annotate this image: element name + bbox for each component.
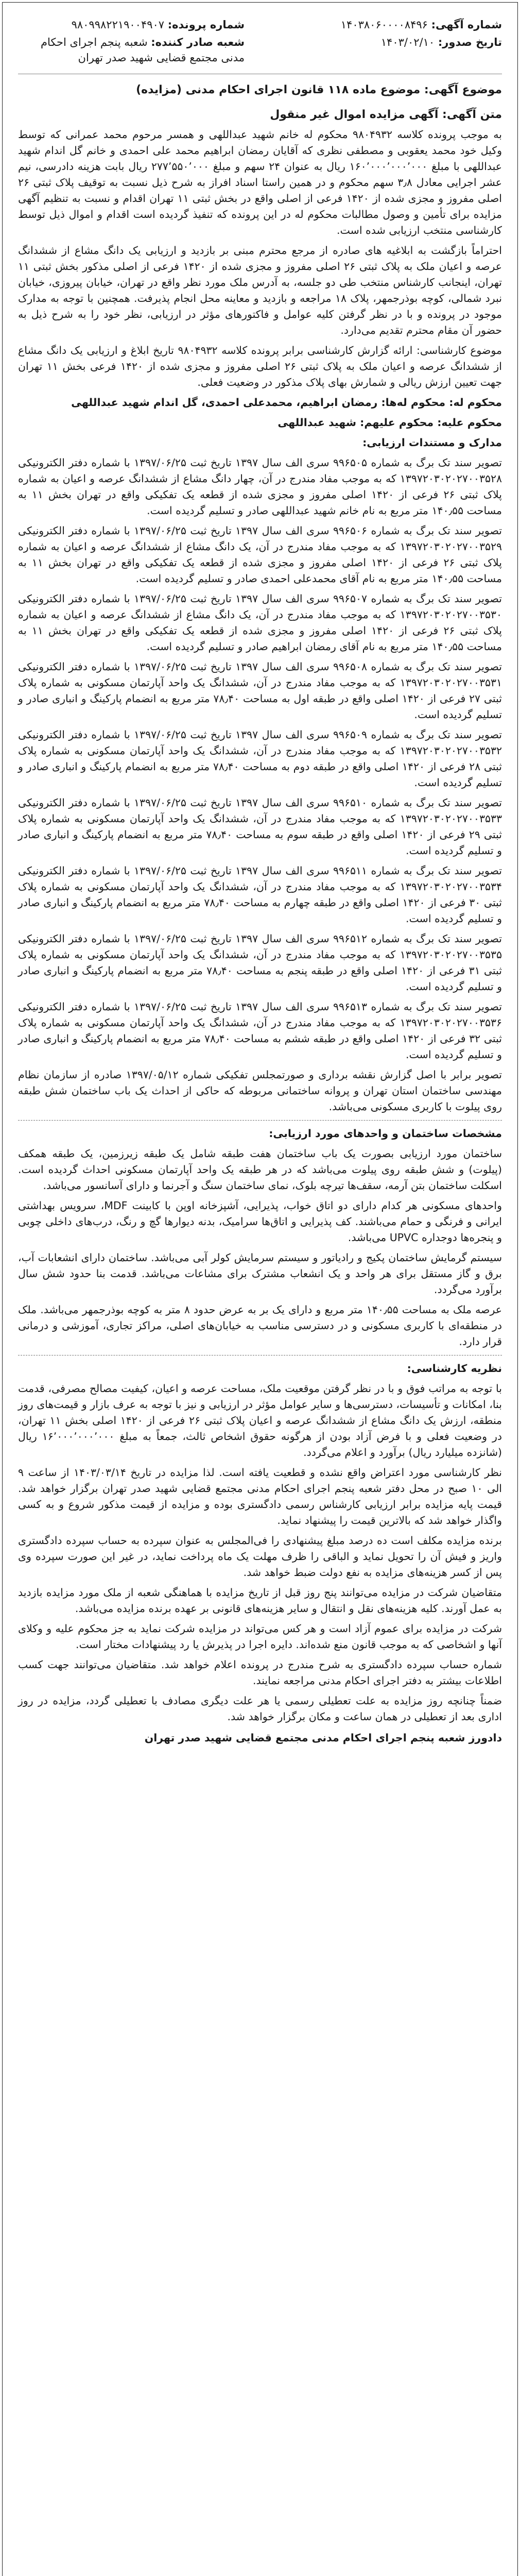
issue-date-label: تاریخ صدور: — [438, 36, 502, 48]
record-paragraph: تصویر سند تک برگ به شماره ۹۹۶۵۱۰ سری الف سال ۱۳۹۷ تاریخ ثبت ۱۳۹۷/۰۶/۲۵ با شماره دفتر الکترونیکی ۱۳۹۷۲۰۳۰۲۰۲۷۰۰۳۵۳۳ که به موجب مفاد مندرج در آن، ششدانگ یک واحد آپارتمان مسکونی به شماره پلاک ثبتی ۲۹ فرعی از ۱۴۲۰ اصلی واقع در طبقه سوم به مساحت ۷۸٫۴۰ متر مربع به انضمام پارکینگ و انباری صادر و تسلیم گردیده است. — [18, 796, 502, 857]
divider — [18, 1120, 502, 1121]
description-paragraph: سیستم گرمایش ساختمان پکیج و رادیاتور و سیستم سرمایش کولر آبی می‌باشد. ساختمان دارای انشعابات آب، برق و گاز مستقل برای هر واحد و یک انشعاب مشترک برای مشاعات می‌باشد. قدمت بنا حدود شش سال برآورد می‌گردد. — [18, 1251, 502, 1296]
description-paragraph: عرصه ملک به مساحت ۱۴۰٫۵۵ متر مربع و دارای یک بر به عرض حدود ۸ متر به کوچه بوذرجمهر می‌باشد. ملک در منطقه‌ای با کاربری مسکونی و در دسترسی مناسب به خیابان‌های اصلی، مراکز تجاری، آموزشی و درمانی قرار دارد. — [18, 1303, 502, 1348]
subject-line: موضوع آگهی: موضوع ماده ۱۱۸ قانون اجرای احکام مدنی (مزایده) — [136, 83, 502, 96]
record-paragraph: تصویر سند تک برگ به شماره ۹۹۶۵۰۵ سری الف سال ۱۳۹۷ تاریخ ثبت ۱۳۹۷/۰۶/۲۵ با شماره دفتر الکترونیکی ۱۳۹۷۲۰۳۰۲۰۲۷۰۰۳۵۲۸ که به موجب مفاد مندرج در آن، چهار دانگ مشاع از ششدانگ عرصه و اعیان به شماره پلاک ثبتی ۲۶ فرعی از ۱۴۲۰ اصلی مفروز و مجزی شده از قطعه یک تفکیکی واقع در تهران بخش ۱۱ به مساحت ۱۴۰٫۵۵ متر مربع به نام خانم شهید عبداللهی صادر و تسلیم گردیده است. — [18, 456, 502, 517]
record-paragraph: تصویر سند تک برگ به شماره ۹۹۶۵۰۸ سری الف سال ۱۳۹۷ تاریخ ثبت ۱۳۹۷/۰۶/۲۵ با شماره دفتر الکترونیکی ۱۳۹۷۲۰۳۰۲۰۲۷۰۰۳۵۳۱ که به موجب مفاد مندرج در آن، ششدانگ یک واحد آپارتمان مسکونی به شماره پلاک ثبتی ۲۷ فرعی از ۱۴۲۰ اصلی واقع در طبقه اول به مساحت ۷۸٫۴۰ متر مربع به انضمام پارکینگ و انباری صادر و تسلیم گردیده است. — [18, 660, 502, 721]
document-footer — [18, 1730, 502, 1746]
notice-number: ۱۴۰۳۸۰۶۰۰۰۰۸۴۹۶ — [340, 19, 428, 31]
issue-date: ۱۴۰۳/۰۲/۱۰ — [380, 36, 435, 48]
document-header — [18, 17, 502, 74]
documents-heading: مدارک و مستندات ارزیابی: — [362, 436, 502, 449]
record-paragraph: تصویر سند تک برگ به شماره ۹۹۶۵۱۳ سری الف سال ۱۳۹۷ تاریخ ثبت ۱۳۹۷/۰۶/۲۵ با شماره دفتر الکترونیکی ۱۳۹۷۲۰۳۰۲۰۲۷۰۰۳۵۳۶ که به موجب مفاد مندرج در آن، ششدانگ یک واحد آپارتمان مسکونی به شماره پلاک ثبتی ۳۲ فرعی از ۱۴۲۰ اصلی واقع در طبقه ششم به مساحت ۷۸٫۴۰ متر مربع به انضمام پارکینگ و انباری صادر و تسلیم گردیده است. — [18, 1001, 502, 1061]
valuation-paragraph: ضمناً چنانچه روز مزایده به علت تعطیلی رسمی یا هر علت دیگری مصادف با تعطیلی گردد، مزایده در روز اداری بعد از تعطیلی در همان ساعت و مکان برگزار خواهد شد. — [18, 1694, 502, 1723]
valuation-paragraph: متقاضیان شرکت در مزایده می‌توانند پنج روز قبل از تاریخ مزایده با هماهنگی شعبه از ملک مورد مزایده بازدید به عمل آورند. کلیه هزینه‌های نقل و انتقال و سایر هزینه‌های قانونی بر عهده برنده مزایده می‌باشد. — [18, 1586, 502, 1615]
notice-title: متن آگهی: آگهی مزایده اموال غیر منقول — [270, 108, 502, 121]
case-number: ۹۸۰۹۹۸۲۲۱۹۰۰۴۹۰۷ — [71, 19, 165, 31]
issuing-branch: شعبه پنجم اجرای احکام مدنی مجتمع قضایی شهید صدر تهران — [40, 36, 245, 64]
record-paragraph: تصویر سند تک برگ به شماره ۹۹۶۵۰۶ سری الف سال ۱۳۹۷ تاریخ ثبت ۱۳۹۷/۰۶/۲۵ با شماره دفتر الکترونیکی ۱۳۹۷۲۰۳۰۲۰۲۷۰۰۳۵۲۹ که به موجب مفاد مندرج در آن، یک دانگ مشاع از ششدانگ عرصه و اعیان به شماره پلاک ثبتی ۲۶ فرعی از ۱۴۲۰ اصلی مفروز و مجزی شده از قطعه یک تفکیکی واقع در تهران بخش ۱۱ به مساحت ۱۴۰٫۵۵ متر مربع به نام آقای محمدعلی احمدی صادر و تسلیم گردیده است. — [18, 524, 502, 585]
valuation-paragraph: با توجه به مراتب فوق و با در نظر گرفتن موقعیت ملک، مساحت عرصه و اعیان، کیفیت مصالح مصرفی، قدمت بنا، امکانات و تأسیسات، دسترسی‌ها و سایر عوامل مؤثر در ارزیابی و نیز با توجه به عرف بازار و قیمت‌های روز منطقه، ارزش یک دانگ مشاع از ششدانگ عرصه و اعیان پلاک ثبتی ۲۶ فرعی از ۱۴۲۰ اصلی بخش ۱۱ تهران، در وضعیت فعلی و با فرض آزاد بودن از هرگونه حقوق اشخاص ثالث، جمعاً به مبلغ ۱۶٬۰۰۰٬۰۰۰٬۰۰۰ ریال (شانزده میلیارد ریال) برآورد و اعلام می‌گردد. — [18, 1382, 502, 1459]
description-paragraph: واحدهای مسکونی هر کدام دارای دو اتاق خواب، پذیرایی، آشپزخانه اوپن با کابینت MDF، سرویس بهداشتی ایرانی و فرنگی و حمام می‌باشند. کف پذیرایی و اتاق‌ها سرامیک، بدنه دیوارها گچ و رنگ، درب‌های داخلی چوبی و پنجره‌ها دوجداره UPVC می‌باشد. — [18, 1199, 502, 1244]
party-line: محکوم له: محکوم له‌ها: رمضان ابراهیم، محمدعلی احمدی، گل اندام شهید عبداللهی — [71, 396, 502, 409]
party-line: محکوم علیه: محکوم علیهم: شهید عبداللهی — [278, 416, 502, 429]
issuing-branch-label: شعبه صادر کننده: — [151, 36, 245, 48]
document-page — [2, 2, 518, 2576]
description-heading: مشخصات ساختمان و واحدهای مورد ارزیابی: — [269, 1127, 502, 1140]
description-paragraph: ساختمان مورد ارزیابی بصورت یک باب ساختمان هفت طبقه شامل یک طبقه زیرزمین، یک طبقه همکف (پیلوت) و شش طبقه روی پیلوت می‌باشد که در هر طبقه یک واحد آپارتمان مسکونی احداث گردیده است. اسکلت ساختمان بتن آرمه، سقف‌ها تیرچه بلوک، نمای ساختمان سنگ و آجرنما و دارای آسانسور می‌باشد. — [18, 1147, 502, 1192]
valuation-paragraph: شرکت در مزایده برای عموم آزاد است و هر کس می‌تواند در مزایده شرکت نماید به جز محکوم علیه و وکلای آنها و اشخاصی که به موجب قانون منع شده‌اند. دایره اجرا در پذیرش یا رد پیشنهادات مختار است. — [18, 1622, 502, 1651]
record-paragraph: تصویر سند تک برگ به شماره ۹۹۶۵۰۹ سری الف سال ۱۳۹۷ تاریخ ثبت ۱۳۹۷/۰۶/۲۵ با شماره دفتر الکترونیکی ۱۳۹۷۲۰۳۰۲۰۲۷۰۰۳۵۳۲ که به موجب مفاد مندرج در آن، ششدانگ یک واحد آپارتمان مسکونی به شماره پلاک ثبتی ۲۸ فرعی از ۱۴۲۰ اصلی واقع در طبقه دوم به مساحت ۷۸٫۴۰ متر مربع به انضمام پارکینگ و انباری صادر و تسلیم گردیده است. — [18, 728, 502, 789]
record-paragraph: تصویر سند تک برگ به شماره ۹۹۶۵۱۱ سری الف سال ۱۳۹۷ تاریخ ثبت ۱۳۹۷/۰۶/۲۵ با شماره دفتر الکترونیکی ۱۳۹۷۲۰۳۰۲۰۲۷۰۰۳۵۳۴ که به موجب مفاد مندرج در آن، ششدانگ یک واحد آپارتمان مسکونی به شماره پلاک ثبتی ۳۰ فرعی از ۱۴۲۰ اصلی واقع در طبقه چهارم به مساحت ۷۸٫۴۰ متر مربع به انضمام پارکینگ و انباری صادر و تسلیم گردیده است. — [18, 865, 502, 925]
paragraph: به موجب پرونده کلاسه ۹۸۰۴۹۳۲ محکوم له خانم شهید عبداللهی و همسر مرحوم محمد عمرانی که توسط وکیل خود محمد یعقوبی و مصطفی نظری که آقایان رمضان ابراهیم محمد علی احمدی و خانم گل اندام شهید عبداللهی با مبلغ ۱۶۰٬۰۰۰٬۰۰۰٬۰۰۰ ریال به عنوان ۲۴ سهم و مبلغ ۲۷۷٬۵۵۰٬۰۰۰ ریال بابت هزینه دادرسی، نیم عشر اجرایی معادل ۳٫۸ سهم محکوم و در همین راستا اسناد افراز به شرح ذیل نسبت به توقیف پلاک ثبتی ۲۶ اصلی مفروز و مجزی شده از ۱۴۲۰ فرعی از اصلی واقع در بخش ثبتی ۱۱ تهران اقدام و نسبت به تنظیم آگهی مزایده برای تأمین و وصول مطالبات محکوم له در این پرونده که تنفیذ گردیده است اقدام و اموال ذیل توسط کارشناسی منتخب ارزیابی شده است. — [18, 128, 502, 236]
record-paragraph: تصویر برابر با اصل گزارش نقشه برداری و صورتمجلس تفکیکی شماره ۱۳۹۷/۰۵/۱۲ صادره از سازمان نظام مهندسی ساختمان استان تهران و پروانه ساختمانی مربوطه که حاکی از احداث یک باب ساختمان شش طبقه روی پیلوت با کاربری مسکونی می‌باشد. — [18, 1069, 502, 1113]
header-left — [18, 17, 245, 67]
valuation-paragraph: نظر کارشناسی مورد اعتراض واقع نشده و قطعیت یافته است. لذا مزایده در تاریخ ۱۴۰۳/۰۳/۱۴ از ساعت ۹ الی ۱۰ صبح در محل دفتر شعبه پنجم اجرای احکام مدنی مجتمع قضایی شهید صدر تهران برگزار خواهد شد. قیمت پایه مزایده برابر ارزیابی کارشناس رسمی دادگستری بوده و مزایده از قیمت مذکور شروع و به کسی واگذار خواهد شد که بالاترین قیمت را پیشنهاد نماید. — [18, 1466, 502, 1527]
valuation-heading: نظریه کارشناسی: — [407, 1362, 502, 1375]
record-paragraph: تصویر سند تک برگ به شماره ۹۹۶۵۱۲ سری الف سال ۱۳۹۷ تاریخ ثبت ۱۳۹۷/۰۶/۲۵ با شماره دفتر الکترونیکی ۱۳۹۷۲۰۳۰۲۰۲۷۰۰۳۵۳۵ که به موجب مفاد مندرج در آن، ششدانگ یک واحد آپارتمان مسکونی به شماره پلاک ثبتی ۳۱ فرعی از ۱۴۲۰ اصلی واقع در طبقه پنجم به مساحت ۷۸٫۴۰ متر مربع به انضمام پارکینگ و انباری صادر و تسلیم گردیده است. — [18, 933, 502, 993]
notice-number-label: شماره آگهی: — [431, 19, 502, 31]
valuation-paragraph: برنده مزایده مکلف است ده درصد مبلغ پیشنهادی را فی‌المجلس به عنوان سپرده به حساب سپرده دادگستری واریز و فیش آن را تحویل نماید و الباقی را ظرف مهلت یک ماه پرداخت نماید، در غیر این صورت سپرده وی پس از کسر هزینه‌های مزایده به نفع دولت ضبط خواهد شد. — [18, 1534, 502, 1579]
signature-line: دادورز شعبه پنجم اجرای احکام مدنی مجتمع قضایی شهید صدر تهران — [144, 1732, 502, 1744]
paragraph: موضوع کارشناسی: ارائه گزارش کارشناسی برابر پرونده کلاسه ۹۸۰۴۹۳۲ تاریخ ابلاغ و ارزیابی یک دانگ مشاع از ششدانگ عرصه و اعیان ملک به پلاک ثبتی ۲۶ اصلی مفروز و مجزی شده از ۱۴۲۰ فرعی بخش ۱۱ تهران جهت تعیین ارزش ریالی و شمارش بهای پلاک مذکور در وضعیت فعلی. — [18, 344, 502, 388]
record-paragraph: تصویر سند تک برگ به شماره ۹۹۶۵۰۷ سری الف سال ۱۳۹۷ تاریخ ثبت ۱۳۹۷/۰۶/۲۵ با شماره دفتر الکترونیکی ۱۳۹۷۲۰۳۰۲۰۲۷۰۰۳۵۳۰ که به موجب مفاد مندرج در آن، یک دانگ مشاع از ششدانگ عرصه و اعیان به شماره پلاک ثبتی ۲۶ فرعی از ۱۴۲۰ اصلی مفروز و مجزی شده از قطعه یک تفکیکی واقع در تهران بخش ۱۱ به مساحت ۱۴۰٫۵۵ متر مربع به نام آقای رمضان ابراهیم صادر و تسلیم گردیده است. — [18, 592, 502, 653]
paragraph: احتراماً بازگشت به ابلاغیه های صادره از مرجع محترم مبنی بر بازدید و ارزیابی یک دانگ مشاع از ششدانگ عرصه و اعیان ملک به پلاک ثبتی ۲۶ اصلی مفروز و مجزی شده از ۱۴۲۰ فرعی از اصلی مذکور بخش ثبتی ۱۱ تهران، اینجانب کارشناس منتخب طی دو جلسه، به آدرس ملک مورد نظر واقع در تهران، خیابان پیروزی، خیابان نبرد شمالی، کوچه بوذرجمهر، پلاک ۱۸ مراجعه و بازدید و معاینه محل انجام پذیرفت. همچنین با توجه به مدارک موجود در پرونده و با در نظر گرفتن کلیه عوامل و فاکتورهای مؤثر در ارزیابی، نظر خود را به شرح ذیل به حضور آن مقام محترم تقدیم می‌دارد. — [18, 244, 502, 336]
valuation-paragraph: شماره حساب سپرده دادگستری به شرح مندرج در پرونده اعلام خواهد شد. متقاضیان می‌توانند جهت کسب اطلاعات بیشتر به دفتر اجرای احکام مدنی مراجعه نمایند. — [18, 1658, 502, 1687]
case-number-label: شماره پرونده: — [167, 19, 245, 31]
header-right — [341, 17, 502, 52]
